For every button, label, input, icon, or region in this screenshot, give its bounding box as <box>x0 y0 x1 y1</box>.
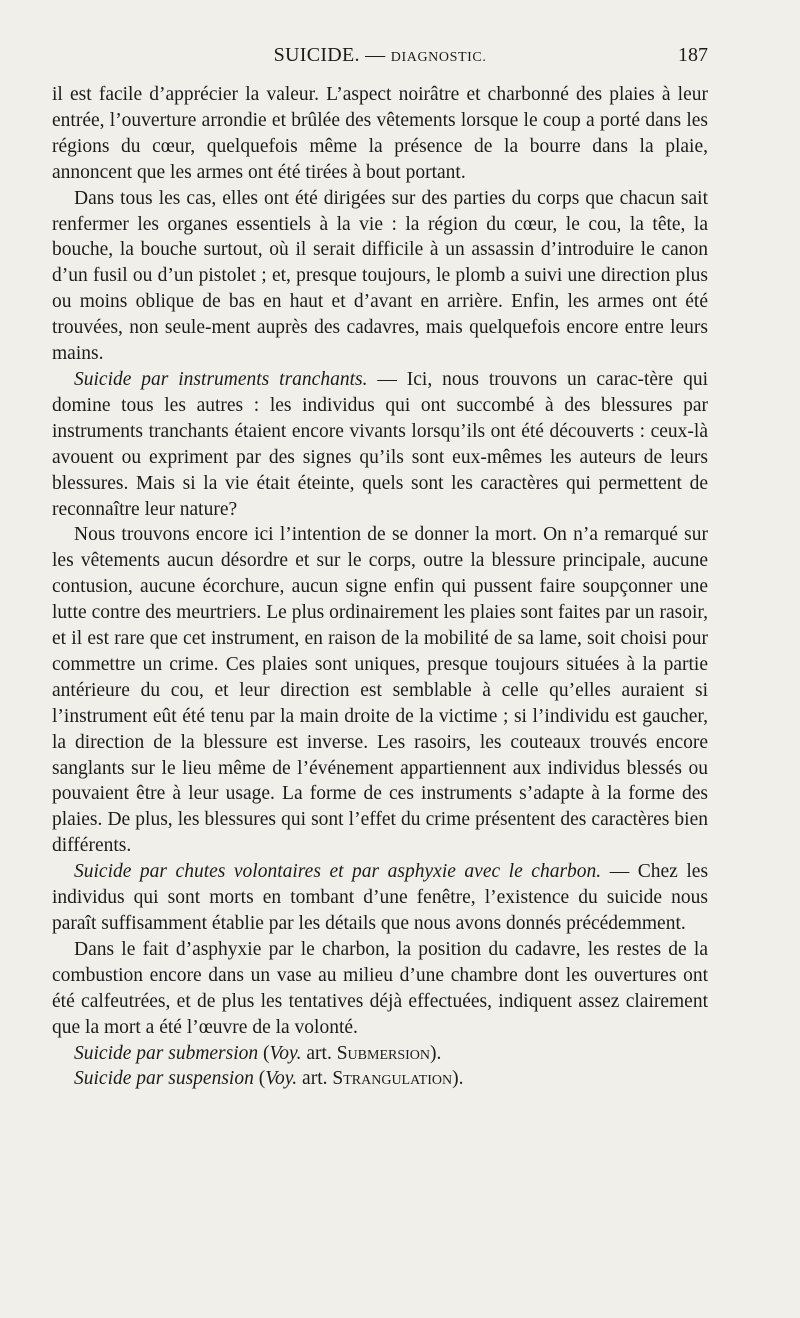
paren-open: ( <box>253 1068 266 1090</box>
paragraph: Dans tous les cas, elles ont été dirigées sur des parties du corps que chacun sait renfermer les organes essentiels à la vie : la région du cœur, le cou, la tête, la bouche, la bouche surtout, où il serait difficile à un assassin d’introduire le canon d’un fusil ou d’un pistolet ; et, presque toujours, le plomb a suivi une direction plus ou moins oblique de bas en haut et d’avant en arrière. Enfin, les armes ont été trouvées, non seule-ment auprès des cadavres, mais quelquefois encore entre leurs mains. <box>52 187 708 365</box>
section-heading: Suicide par submersion <box>74 1042 259 1064</box>
running-title <box>52 44 708 67</box>
heading-dash: — <box>367 368 407 390</box>
paragraph: il est facile d’apprécier la valeur. L’aspect noirâtre et charbonné des plaies à leur entrée, l’ouverture arrondie et brûlée des vêtements lorsque le coup a porté dans les régions du cœur, quelquefois même la présence de la bourre dans la plaie, annoncent que les armes ont été tirées à bout portant. <box>52 84 708 183</box>
paren-close: ). <box>430 1042 442 1064</box>
section-heading: Suicide par instruments tranchants. <box>74 368 368 390</box>
paren-close: ). <box>452 1068 464 1090</box>
cross-reference: Strangulation <box>332 1068 453 1090</box>
section-heading: Suicide par suspension <box>74 1068 254 1090</box>
paragraph: Dans le fait d’asphyxie par le charbon, la position du cadavre, les restes de la combustion encore dans un vase au milieu d’une chambre dont les ouvertures ont été calfeutrées, et de plus les tentatives déjà effectuées, indiquent assez clairement que la mort a été l’œuvre de la volonté. <box>52 938 708 1038</box>
section-heading: Suicide par chutes volontaires et par asphyxie avec le charbon. <box>74 861 602 883</box>
art-abbrev: art. <box>297 1068 333 1090</box>
heading-dash: — <box>601 861 630 883</box>
paragraph-text: Chez les individus qui sont morts en tombant d’une fenêtre, l’existence du suicide nous paraît suffisamment établie par les détails que nous avons donnés précédemment. <box>52 861 709 934</box>
running-title-main: SUICIDE. <box>273 44 360 66</box>
running-title-dash: — <box>359 44 391 66</box>
paragraph-suspension <box>52 1066 708 1092</box>
voy-abbrev: Voy. <box>269 1042 302 1064</box>
paragraph-text: Ici, nous trouvons un carac-tère qui domine tous les autres : les individus qui ont succombé à des blessures par instruments tranchants étaient encore vivants lorsqu’ils ont été découverts : ceux-là avouent ou expriment par des signes qu’ils sont eux-mêmes les auteurs de leurs blessures. Mais si la vie était éteinte, quels sont les caractères qui permettent de reconnaître leur nature? <box>52 368 709 520</box>
paragraph-chutes <box>52 859 708 937</box>
voy-abbrev: Voy. <box>265 1068 298 1090</box>
body-text <box>52 82 708 1092</box>
running-head <box>52 44 708 78</box>
running-title-section: DIAGNOSTIC. <box>390 50 487 65</box>
paragraph-submersion <box>52 1041 708 1067</box>
paragraph: Nous trouvons encore ici l’intention de se donner la mort. On n’a remarqué sur les vêtements aucun désordre et sur le corps, outre la blessure principale, aucune contusion, aucune écorchure, aucun signe enfin qui pussent faire soupçonner une lutte contre des meurtriers. Le plus ordinairement les plaies sont faites par un rasoir, et il est rare que cet instrument, en raison de la mobilité de sa lame, soit choisi pour commettre un crime. Ces plaies sont uniques, presque toujours situées à la partie antérieure du cou, et leur direction est semblable à celle qu’elles auraient si l’instrument eût été tenu par la main droite de la victime ; si l’individu est gaucher, la direction de la blessure est inverse. Les rasoirs, les couteaux trouvés encore sanglants sur le lieu même de l’événement appartiennent aux individus blessés ou pouvaient être à leur usage. La forme de ces instruments s’adapte à la forme des plaies. De plus, les blessures qui sont l’effet du crime présentent des caractères bien différents. <box>52 524 708 857</box>
page-number: 187 <box>678 44 708 66</box>
art-abbrev: art. <box>301 1042 337 1064</box>
cross-reference: Submersion <box>336 1042 431 1064</box>
paragraph-instruments <box>52 367 708 522</box>
paren-open: ( <box>258 1042 270 1064</box>
